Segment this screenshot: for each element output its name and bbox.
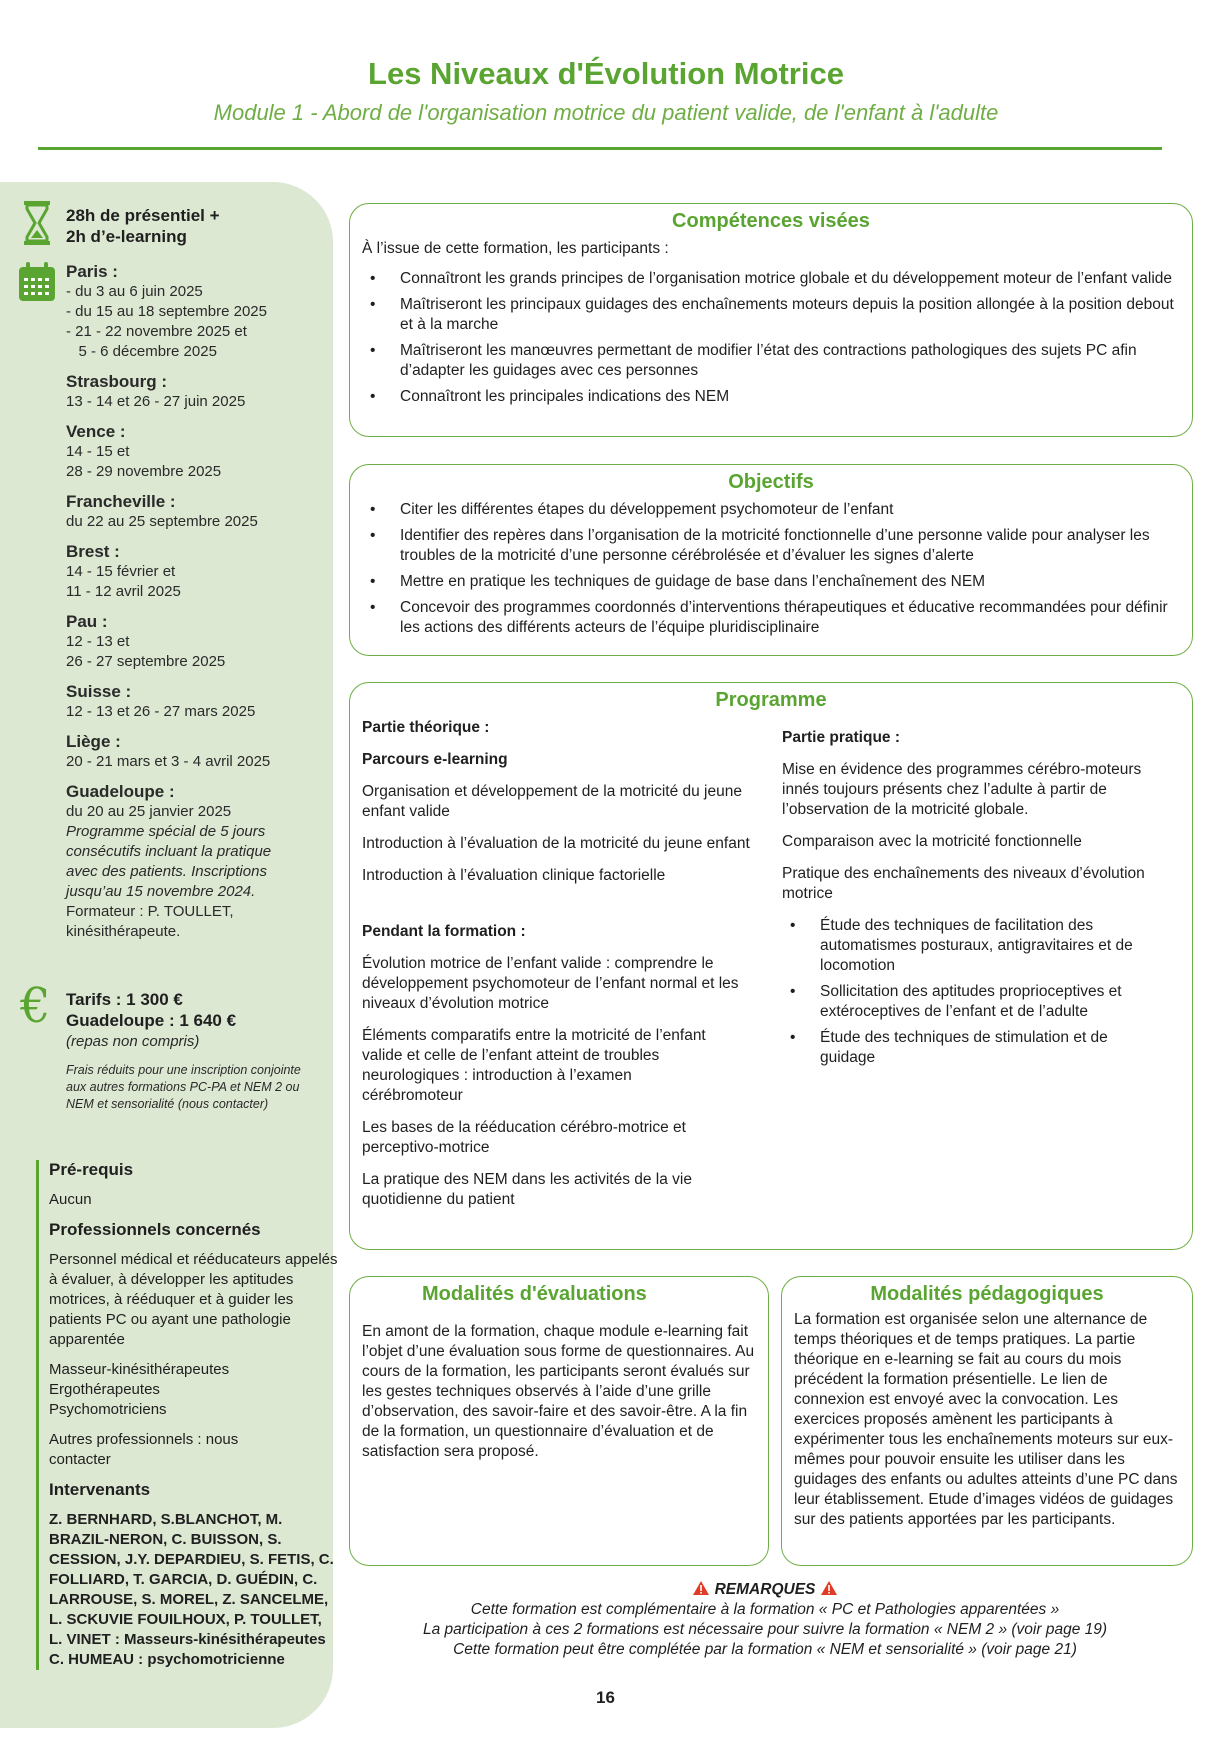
- session-date: 14 - 15 février et: [66, 563, 176, 580]
- guadeloupe-date: du 20 au 25 janvier 2025: [66, 803, 232, 820]
- city-paris: Paris :: [66, 262, 118, 281]
- session-date: du 22 au 25 septembre 2025: [66, 513, 258, 530]
- warning-icon: [820, 1580, 838, 1596]
- intervenants-title: Intervenants: [49, 1480, 151, 1499]
- competences-title: Compétences visées: [672, 210, 870, 232]
- pedagogiques-title: Modalités pédagogiques: [870, 1283, 1104, 1305]
- prerequis-value: Aucun: [49, 1191, 92, 1208]
- city-suisse: Suisse :: [66, 682, 132, 701]
- evaluations-text: En amont de la formation, chaque module e-learning fait l’objet d’une évaluation sous forme de questionnaires. Au cours de la formation, les participants seront évalués sur les gestes techniques observés à l’aide d’une grille d’observation, des savoir-faire et des savoir-être. A la fin de la formation, un questionnaire d’évaluation et de satisfaction sera proposé.: [362, 1323, 755, 1460]
- city-brest: Brest :: [66, 542, 120, 561]
- paris-date: - du 3 au 6 juin 2025: [66, 283, 203, 300]
- competence-item: • Connaîtront les principales indications des NEM: [362, 387, 1180, 407]
- city-liege: Liège :: [66, 732, 121, 751]
- page-number: 16: [596, 1688, 615, 1707]
- competences-box: [349, 203, 1193, 437]
- city-vence: Vence :: [66, 422, 126, 441]
- hourglass-icon: [22, 200, 52, 246]
- session-date: 13 - 14 et 26 - 27 juin 2025: [66, 393, 246, 410]
- pratique-title: Partie pratique :: [782, 729, 900, 746]
- duration-line-2: 2h d’e-learning: [66, 227, 187, 246]
- intervenants-list: Z. BERNHARD, S.BLANCHOT, M. BRAZIL-NERON, C. BUISSON, S. CESSION, J.Y. DEPARDIEU, S. FETIS, C. FOLLIARD, T. GARCIA, D. GUÉDIN, C. LARROUSE, S. MOREL, Z. SANCELME, L. SCKUVIE FOUILHOUX, P. TOULLET, L. VINET : Masseurs-kinésithérapeutes: [49, 1511, 334, 1648]
- pendant-item: Éléments comparatifs entre la motricité de l’enfant valide et celle de l’enfant atteint de troubles neurologiques : introduction à l’examen cérébromoteur: [362, 1027, 706, 1104]
- objectifs-box: [349, 464, 1193, 656]
- objectif-item: • Citer les différentes étapes du développement psychomoteur de l’enfant: [362, 500, 1180, 520]
- city-guadeloupe: Guadeloupe :: [66, 782, 175, 801]
- elearning-item: Organisation et développement de la motricité du jeune enfant valide: [362, 783, 742, 820]
- remarques-block: [350, 1580, 1180, 1660]
- sessions-list: [66, 262, 326, 942]
- programme-title: Programme: [715, 689, 827, 711]
- elearning-item: Introduction à l’évaluation clinique factorielle: [362, 867, 666, 884]
- paris-date: - 21 - 22 novembre 2025 et: [66, 323, 247, 340]
- evaluations-box: [349, 1276, 769, 1566]
- page-title: Les Niveaux d'Évolution Motrice: [368, 56, 844, 91]
- programme-theorique-col: [362, 718, 762, 1222]
- city-strasbourg: Strasbourg :: [66, 372, 168, 391]
- session-date: 26 - 27 septembre 2025: [66, 653, 226, 670]
- competence-item: • Maîtriseront les principaux guidages des enchaînements moteurs depuis la position allongée à la position debout et à la marche: [362, 295, 1180, 335]
- pendant-item: La pratique des NEM dans les activités de la vie quotidienne du patient: [362, 1171, 692, 1208]
- duration-block: [66, 206, 220, 248]
- evaluations-title: Modalités d'évaluations: [422, 1283, 647, 1305]
- tarif-meals-note: (repas non compris): [66, 1033, 200, 1050]
- pratique-item: Pratique des enchaînements des niveaux d’évolution motrice: [782, 865, 1145, 902]
- pros-title: Professionnels concernés: [49, 1220, 261, 1239]
- remarque-line: Cette formation peut être complétée par la formation « NEM et sensorialité » (voir page 21): [453, 1641, 1077, 1658]
- guadeloupe-note: Programme spécial de 5 jours consécutifs incluant la pratique avec des patients. Inscriptions jusqu’au 15 novembre 2024.: [66, 823, 272, 900]
- pendant-item: Évolution motrice de l’enfant valide : comprendre le développement psychomoteur de l’enfant normal et les niveaux d’évolution motrice: [362, 955, 739, 1012]
- programme-pratique-col: [782, 728, 1182, 1074]
- elearning-item: Introduction à l’évaluation de la motricité du jeune enfant: [362, 835, 750, 852]
- tarifs-block: [66, 990, 326, 1113]
- page-subtitle: Module 1 - Abord de l'organisation motrice du patient valide, de l'enfant à l'adulte: [213, 100, 999, 125]
- requirements-panel: [36, 1160, 339, 1670]
- guadeloupe-trainer: Formateur : P. TOULLET, kinésithérapeute.: [66, 903, 234, 940]
- competences-intro: À l’issue de cette formation, les participants :: [362, 240, 669, 257]
- competence-item: • Maîtriseront les manœuvres permettant de modifier l’état des contractions pathologiques des sujets PC afin d’adapter les guidages avec ces personnes: [362, 341, 1180, 381]
- header-divider: [38, 147, 1162, 150]
- objectif-item: • Concevoir des programmes coordonnés d’interventions thérapeutiques et éducative recommandées pour définir les actions des différents acteurs de l’équipe pluridisciplinaire: [362, 598, 1180, 638]
- pros-item: Masseur-kinésithérapeutes Ergothérapeutes Psychomotriciens: [49, 1361, 230, 1418]
- paris-date: 5 - 6 décembre 2025: [66, 343, 217, 360]
- objectif-item: • Mettre en pratique les techniques de guidage de base dans l’enchaînement des NEM: [362, 572, 1180, 592]
- competence-item: • Connaîtront les grands principes de l’organisation motrice globale et du développement moteur de l’enfant valide: [362, 269, 1180, 289]
- calendar-icon: [18, 262, 56, 302]
- remarque-line: La participation à ces 2 formations est nécessaire pour suivre la formation « NEM 2 » (voir page 19): [422, 1621, 1108, 1638]
- pros-item: Personnel médical et rééducateurs appelés à évaluer, à développer les aptitudes motrices, à rééduquer et à guider les patients PC ou ayant une pathologie apparentée: [49, 1251, 338, 1348]
- session-date: 28 - 29 novembre 2025: [66, 463, 222, 480]
- session-date: 14 - 15 et: [66, 443, 130, 460]
- pratique-bullet: • Étude des techniques de facilitation des automatismes posturaux, antigravitaires et de locomotion: [782, 916, 1152, 976]
- session-date: 12 - 13 et 26 - 27 mars 2025: [66, 703, 256, 720]
- pratique-item: Mise en évidence des programmes cérébro-moteurs innés toujours présents chez l’adulte à partir de l’observation de la motricité globale.: [782, 761, 1142, 818]
- theorique-title: Partie théorique :: [362, 719, 490, 736]
- elearning-title: Parcours e-learning: [362, 751, 508, 768]
- tarif-guadeloupe: Guadeloupe : 1 640 €: [66, 1011, 237, 1030]
- pratique-bullet: • Étude des techniques de stimulation et de guidage: [782, 1028, 1152, 1068]
- pedagogiques-box: [781, 1276, 1193, 1566]
- remarques-title: REMARQUES: [714, 1581, 816, 1598]
- tarif-reduction-note: Frais réduits pour une inscription conjointe aux autres formations PC-PA et NEM 2 ou NEM et sensorialité (nous contacter): [66, 1063, 301, 1111]
- pratique-bullet: • Sollicitation des aptitudes proprioceptives et extéroceptives de l’enfant et de l’adulte: [782, 982, 1152, 1022]
- objectifs-title: Objectifs: [728, 471, 814, 493]
- session-date: 11 - 12 avril 2025: [66, 583, 181, 600]
- paris-date: - du 15 au 18 septembre 2025: [66, 303, 267, 320]
- pendant-item: Les bases de la rééducation cérébro-motrice et perceptivo-motrice: [362, 1119, 686, 1156]
- city-pau: Pau :: [66, 612, 108, 631]
- session-date: 12 - 13 et: [66, 633, 130, 650]
- city-francheville: Francheville :: [66, 492, 176, 511]
- remarque-line: Cette formation est complémentaire à la formation « PC et Pathologies apparentées »: [470, 1601, 1060, 1618]
- pratique-item: Comparaison avec la motricité fonctionnelle: [782, 833, 1082, 850]
- duration-line-1: 28h de présentiel +: [66, 206, 220, 225]
- session-date: 20 - 21 mars et 3 - 4 avril 2025: [66, 753, 271, 770]
- intervenant-psychomotricienne: C. HUMEAU : psychomotricienne: [49, 1651, 285, 1668]
- pendant-title: Pendant la formation :: [362, 923, 526, 940]
- pedagogiques-text: La formation est organisée selon une alternance de temps théoriques et de temps pratiques. La partie théorique en e-learning se fait au cours du mois précédent la formation présentielle. Le lien de connexion est envoyé avec la convocation. Les exercices proposés amènent les participants à expérimenter tous les enchaînements moteurs sur eux-mêmes pour pouvoir ensuite les utiliser dans les guidages des enfants ou adultes atteints d’une PC dans leur établissement. Etude d’images vidéos de guidages sur des patients apportées par les participants.: [794, 1311, 1178, 1528]
- euro-icon: €: [20, 978, 51, 1034]
- pros-item: Autres professionnels : nous contacter: [49, 1431, 239, 1468]
- warning-icon: [692, 1580, 710, 1596]
- prerequis-title: Pré-requis: [49, 1160, 134, 1179]
- objectif-item: • Identifier des repères dans l’organisation de la motricité fonctionnelle d’une personne valide pour analyser les troubles de la motricité d’une personne cérébrolésée et d’évaluer les signes d’alerte: [362, 526, 1180, 566]
- tarif-main: Tarifs : 1 300 €: [66, 990, 183, 1009]
- programme-box: [349, 682, 1193, 1250]
